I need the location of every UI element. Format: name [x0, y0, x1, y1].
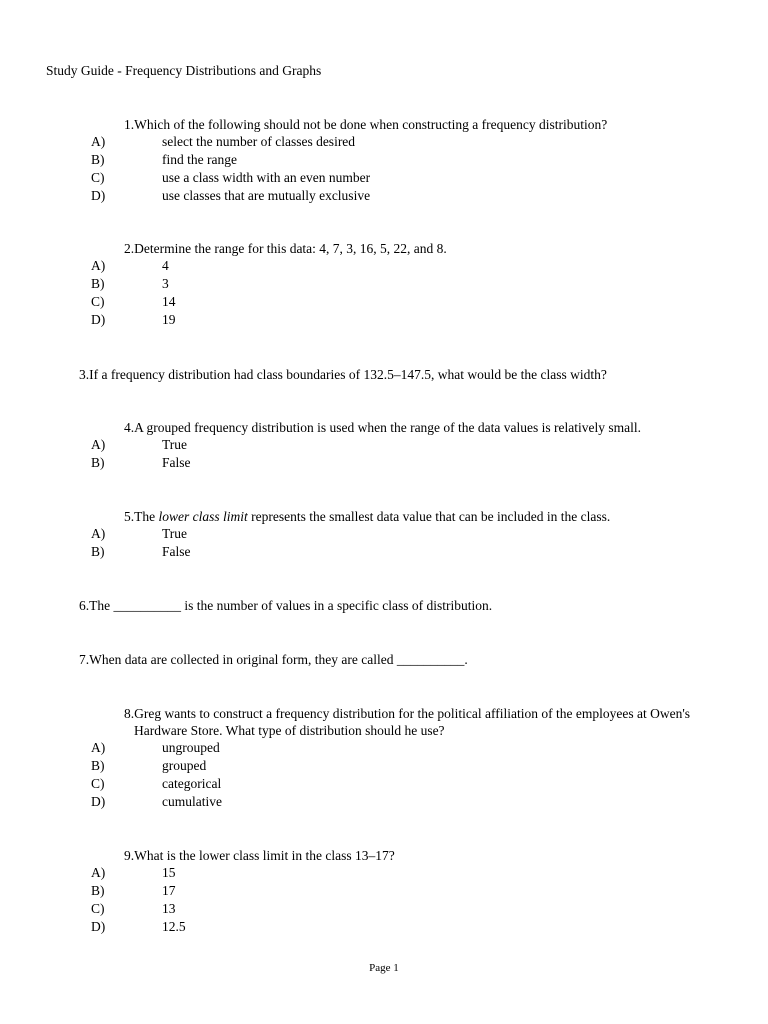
question-3-stem: [0, 366, 768, 383]
option-letter: B): [91, 758, 105, 773]
option-text: 4: [162, 258, 169, 273]
option-list: [0, 436, 768, 472]
option-letter: A): [91, 437, 106, 452]
option-text: cumulative: [162, 794, 222, 809]
option-list: [0, 525, 768, 561]
question-7-stem: [0, 651, 768, 668]
question-number: 8.: [124, 706, 135, 721]
option-item: [0, 757, 768, 775]
option-letter: C): [91, 901, 105, 916]
question-7: [0, 651, 768, 668]
option-letter: D): [91, 919, 106, 934]
option-text: 17: [162, 883, 176, 898]
option-item: [0, 436, 768, 454]
question-number: 3.: [79, 367, 90, 382]
question-text: When data are collected in original form, they are called __________.: [89, 652, 468, 667]
question-text: Which of the following should not be done when constructing a frequency distribution?: [134, 117, 608, 132]
option-letter: C): [91, 294, 105, 309]
question-text-after: represents the smallest data value that can be included in the class.: [247, 509, 611, 524]
option-item: [0, 151, 768, 169]
option-item: [0, 187, 768, 205]
question-6: [0, 597, 768, 614]
question-text: If a frequency distribution had class boundaries of 132.5–147.5, what would be the class width?: [89, 367, 607, 382]
question-9-stem: [0, 847, 768, 864]
option-list: [0, 133, 768, 205]
option-text: use classes that are mutually exclusive: [162, 188, 371, 203]
question-text-before: The: [134, 509, 159, 524]
question-number: 7.: [79, 652, 90, 667]
option-letter: D): [91, 188, 106, 203]
question-text: Determine the range for this data: 4, 7, 3, 16, 5, 22, and 8.: [134, 241, 447, 256]
option-text: False: [162, 455, 191, 470]
option-text: 3: [162, 276, 169, 291]
option-letter: B): [91, 276, 105, 291]
question-4: [0, 419, 768, 472]
option-item: [0, 900, 768, 918]
question-text: The __________ is the number of values in a specific class of distribution.: [89, 598, 493, 613]
option-text: True: [162, 437, 188, 452]
option-text: 15: [162, 865, 176, 880]
question-text: What is the lower class limit in the class 13–17?: [134, 848, 395, 863]
question-3: [0, 366, 768, 383]
option-letter: B): [91, 152, 105, 167]
option-item: [0, 275, 768, 293]
question-number: 9.: [124, 848, 135, 863]
option-item: [0, 543, 768, 561]
option-text: select the number of classes desired: [162, 134, 356, 149]
question-6-stem: [0, 597, 768, 614]
page-number: Page 1: [369, 962, 399, 974]
option-text: grouped: [162, 758, 207, 773]
option-item: [0, 918, 768, 936]
question-2: [0, 240, 768, 329]
question-number: 6.: [79, 598, 90, 613]
option-text: False: [162, 544, 191, 559]
option-letter: B): [91, 455, 105, 470]
option-text: 12.5: [162, 919, 186, 934]
option-text: find the range: [162, 152, 237, 167]
option-item: [0, 454, 768, 472]
question-text-continued: Hardware Store. What type of distribution should he use?: [134, 723, 445, 738]
option-item: [0, 169, 768, 187]
question-text-italic: lower class limit: [158, 509, 248, 524]
option-letter: C): [91, 776, 105, 791]
question-9: [0, 847, 768, 936]
option-text: 19: [162, 312, 176, 327]
option-letter: D): [91, 312, 106, 327]
option-item: [0, 525, 768, 543]
option-letter: D): [91, 794, 106, 809]
question-8: [0, 705, 768, 811]
option-item: [0, 775, 768, 793]
option-list: [0, 864, 768, 936]
option-letter: A): [91, 134, 106, 149]
question-4-stem: [0, 419, 768, 436]
question-text: A grouped frequency distribution is used when the range of the data values is relatively small.: [134, 420, 641, 435]
question-1: [0, 116, 768, 205]
option-item: [0, 133, 768, 151]
option-item: [0, 257, 768, 275]
question-number: 4.: [124, 420, 135, 435]
option-text: 13: [162, 901, 176, 916]
option-text: use a class width with an even number: [162, 170, 371, 185]
question-number: 5.: [124, 509, 135, 524]
option-list: [0, 257, 768, 329]
option-list: [0, 739, 768, 811]
option-letter: A): [91, 740, 106, 755]
option-text: True: [162, 526, 188, 541]
option-item: [0, 864, 768, 882]
option-letter: A): [91, 865, 106, 880]
option-text: ungrouped: [162, 740, 220, 755]
option-letter: A): [91, 526, 106, 541]
option-item: [0, 293, 768, 311]
question-1-stem: [0, 116, 768, 133]
question-text: Greg wants to construct a frequency distribution for the political affiliation of the employees at Owen's: [134, 706, 691, 721]
question-5-stem: [0, 508, 768, 525]
question-8-stem: [0, 705, 768, 739]
option-letter: A): [91, 258, 106, 273]
option-item: [0, 739, 768, 757]
option-letter: B): [91, 544, 105, 559]
question-number: 2.: [124, 241, 135, 256]
option-item: [0, 311, 768, 329]
option-letter: B): [91, 883, 105, 898]
question-2-stem: [0, 240, 768, 257]
question-number: 1.: [124, 117, 135, 132]
option-text: categorical: [162, 776, 222, 791]
question-5: [0, 508, 768, 561]
option-item: [0, 793, 768, 811]
option-text: 14: [162, 294, 176, 309]
option-item: [0, 882, 768, 900]
option-letter: C): [91, 170, 105, 185]
document-title: Study Guide - Frequency Distributions and Graphs: [46, 63, 322, 78]
